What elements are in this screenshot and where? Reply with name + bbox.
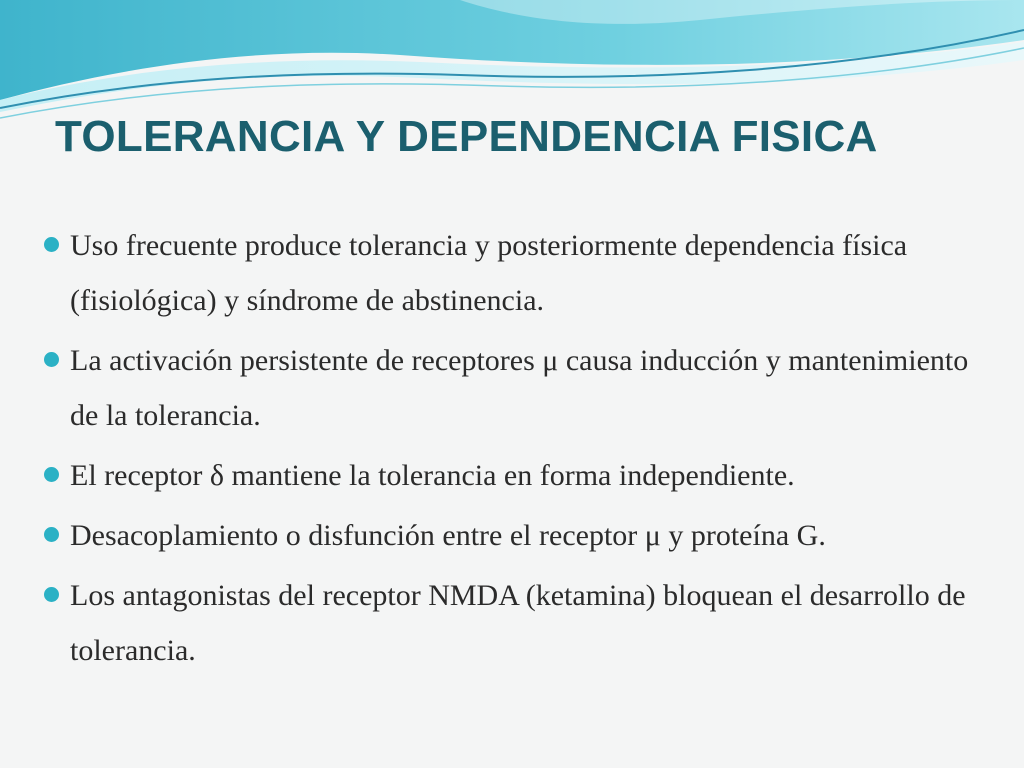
bullet-dot-icon — [44, 237, 59, 252]
bullet-dot-icon — [44, 587, 59, 602]
bullet-text: El receptor δ mantiene la tolerancia en forma independiente. — [70, 459, 795, 492]
bullet-text: Uso frecuente produce tolerancia y posteriormente dependencia física (fisiológica) y síndrome de abstinencia. — [70, 229, 908, 317]
bullet-text: Desacoplamiento o disfunción entre el receptor μ y proteína G. — [70, 519, 826, 552]
slide-title: TOLERANCIA Y DEPENDENCIA FISICA — [55, 112, 878, 161]
bullet-list — [40, 218, 990, 683]
bullet-dot-icon — [44, 467, 59, 482]
bullet-item — [40, 448, 990, 503]
bullet-item — [40, 508, 990, 563]
bullet-dot-icon — [44, 352, 59, 367]
bullet-text: La activación persistente de receptores μ causa inducción y mantenimiento de la tolerancia. — [70, 344, 969, 432]
bullet-text: Los antagonistas del receptor NMDA (ketamina) bloquean el desarrollo de tolerancia. — [70, 579, 966, 667]
bullet-item — [40, 568, 990, 678]
bullet-item — [40, 333, 990, 443]
header-wave-decoration — [0, 0, 1024, 130]
bullet-dot-icon — [44, 527, 59, 542]
bullet-item — [40, 218, 990, 328]
